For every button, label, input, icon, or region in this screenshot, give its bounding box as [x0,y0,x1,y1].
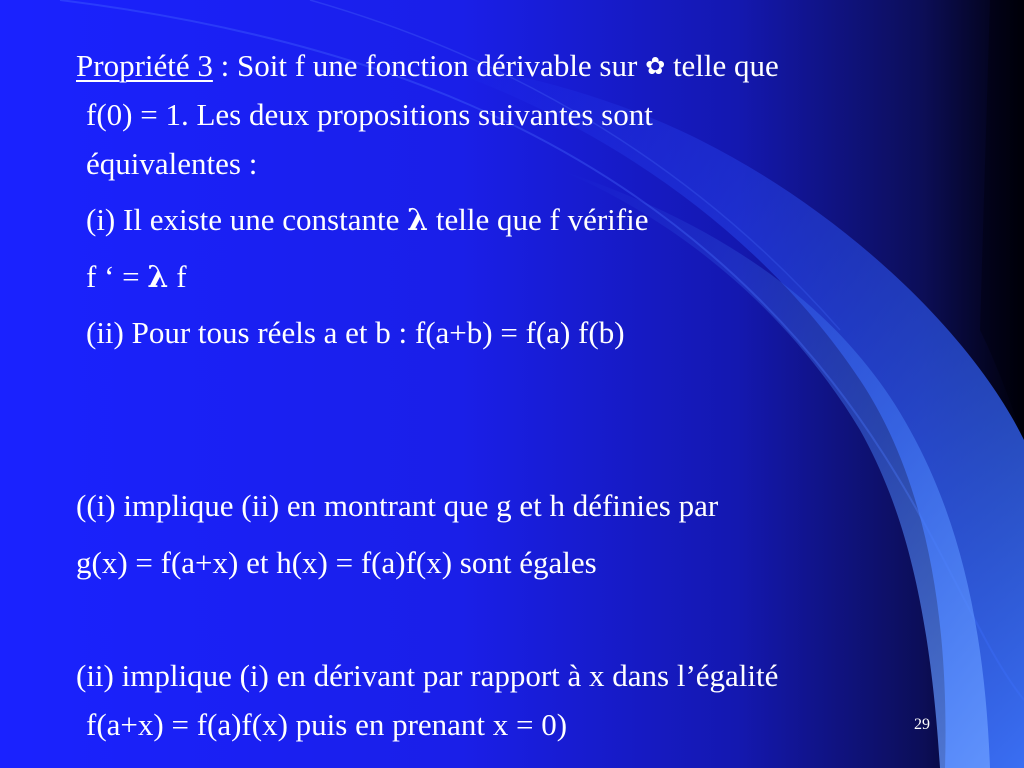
formula-end: f [168,259,187,294]
property-line-2 [86,97,653,133]
item-i [86,202,648,239]
formula-lambda-symbol: λ [147,260,169,295]
proof-part1-text2: g(x) = f(a+x) et h(x) = f(a)f(x) sont égales [76,545,597,580]
proof-part2-text1: (ii) implique (i) en dérivant par rapport à x dans l’égalité [76,658,779,693]
property-condition: f(0) = 1. Les deux propositions suivantes sont [86,97,653,132]
property-text-end: telle que [665,48,779,83]
page-number: 29 [914,716,930,733]
real-set-symbol-icon: ✿ [645,52,666,80]
proof-part2-line1 [76,658,778,694]
item-ii [86,315,625,351]
proof-part1-line1 [76,488,718,524]
item-ii-text: (ii) Pour tous réels a et b : f(a+b) = f(a) f(b) [86,315,625,350]
proof-part2-line2 [86,707,567,743]
formula-line [86,259,187,296]
lambda-symbol: λ [407,203,429,238]
property-equivalence: équivalentes : [86,146,258,181]
item-i-start: (i) Il existe une constante [86,202,408,237]
property-title: Propriété 3 [76,48,213,83]
item-i-end: telle que f vérifie [428,202,649,237]
proof-part1-text1: ((i) implique (ii) en montrant que g et h définies par [76,488,719,523]
proof-part1-line2 [76,545,597,581]
formula-start: f ‘ = [86,259,148,294]
proof-part2-text2: f(a+x) = f(a)f(x) puis en prenant x = 0) [86,707,568,742]
property-text: : Soit f une fonction dérivable sur [212,48,646,83]
property-line-1 [76,48,779,84]
property-line-3 [86,146,257,182]
